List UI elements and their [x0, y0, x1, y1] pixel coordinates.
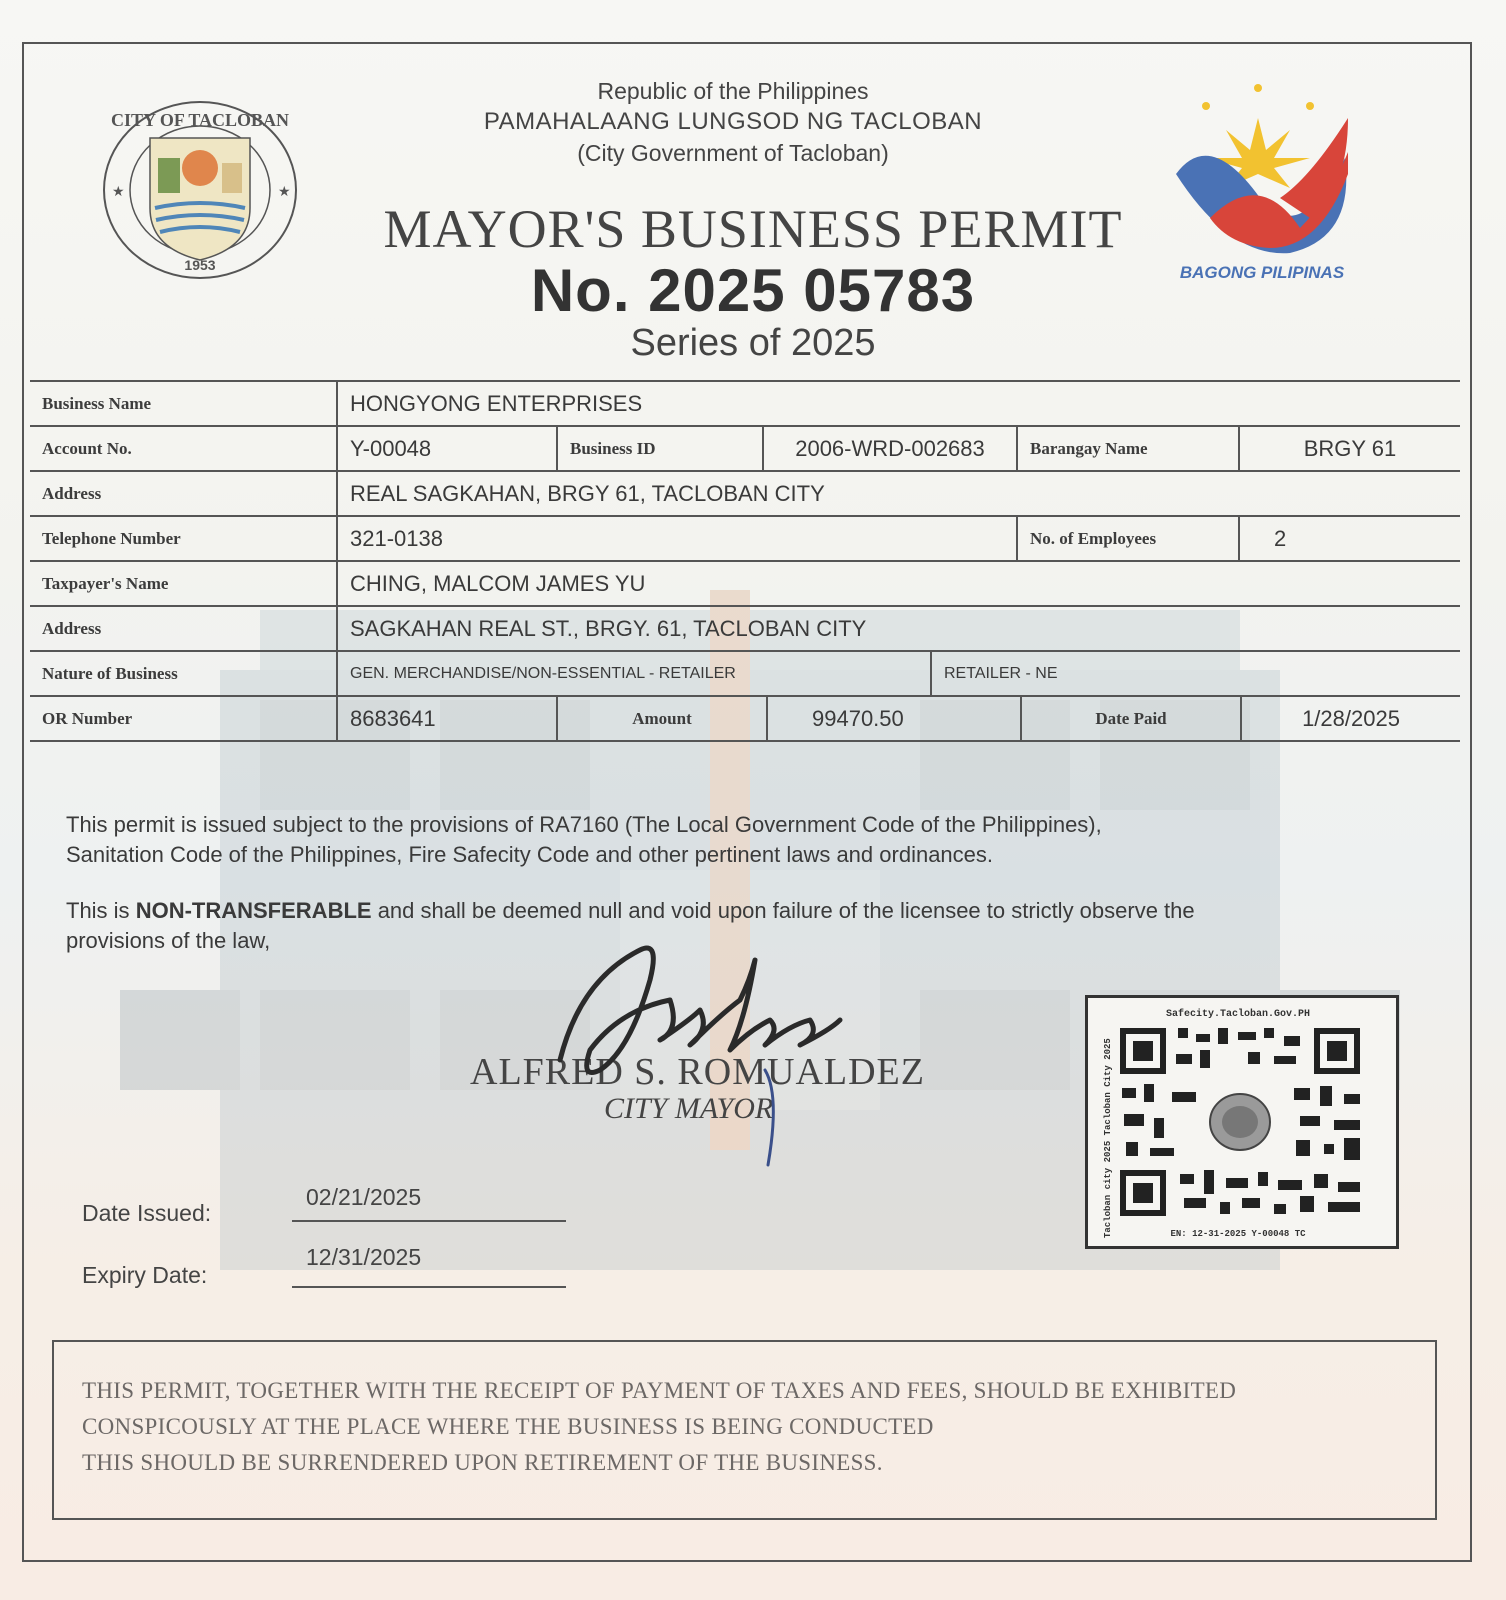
non-transferable-pre: This is [66, 898, 136, 923]
notice-line-1: THIS PERMIT, TOGETHER WITH THE RECEIPT OF PAYMENT OF TAXES AND FEES, SHOULD BE EXHIBITED [82, 1378, 1237, 1403]
barangay-name-value: BRGY 61 [1238, 427, 1460, 470]
amount-label: Amount [556, 697, 766, 740]
date-paid-value: 1/28/2025 [1240, 697, 1460, 740]
nature-value: GEN. MERCHANDISE/NON-ESSENTIAL - RETAILER [336, 652, 930, 695]
business-name-value: HONGYONG ENTERPRISES [336, 382, 1460, 425]
row-business-address [30, 472, 1460, 517]
business-id-value: 2006-WRD-002683 [762, 427, 1016, 470]
non-transferable-line-2: provisions of the law, [66, 928, 271, 953]
provisions-line-2: Sanitation Code of the Philippines, Fire Safecity Code and other pertinent laws and ordinances. [66, 842, 994, 867]
qr-bottom-text: EN: 12-31-2025 Y-00048 TC [1170, 1229, 1306, 1239]
non-transferable-post: and shall be deemed null and void upon failure of the licensee to strictly observe the [371, 898, 1195, 923]
seal-year: 1953 [184, 257, 216, 273]
taxpayer-name-value: CHING, MALCOM JAMES YU [336, 562, 1460, 605]
business-address-label: Address [42, 483, 102, 503]
telephone-value: 321-0138 [336, 517, 1016, 560]
row-nature [30, 652, 1460, 697]
permit-details-table [30, 380, 1460, 742]
account-no-label: Account No. [42, 438, 132, 458]
date-issued-value: 02/21/2025 [306, 1184, 422, 1210]
permit-title: MAYOR'S BUSINESS PERMIT [383, 199, 1123, 259]
signature-icon [540, 920, 860, 1170]
svg-text:★: ★ [112, 183, 125, 199]
employees-label: No. of Employees [1016, 517, 1238, 560]
date-issued-underline [292, 1220, 566, 1222]
permit-number: No. 2025 05783 [530, 257, 976, 324]
bagong-pilipinas-text: BAGONG PILIPINAS [1179, 263, 1345, 282]
signatory-name: ALFRED S. ROMUALDEZ [470, 1051, 925, 1093]
seal-ring-text: CITY OF TACLOBAN [110, 110, 290, 130]
header-government-en: (City Government of Tacloban) [577, 140, 889, 166]
notice-line-2: CONSPICOUSLY AT THE PLACE WHERE THE BUSINESS IS BEING CONDUCTED [82, 1414, 934, 1439]
row-payment [30, 697, 1460, 742]
employees-value: 2 [1238, 517, 1460, 560]
permit-series: Series of 2025 [630, 322, 876, 364]
nature-label: Nature of Business [42, 663, 178, 683]
taxpayer-name-label: Taxpayer's Name [42, 573, 169, 593]
account-no-value: Y-00048 [336, 427, 556, 470]
or-number-value: 8683641 [336, 697, 556, 740]
amount-value: 99470.50 [766, 697, 1020, 740]
qr-side-text: Tacloban city 2025 Tacloban City 2025 [1103, 1038, 1113, 1238]
taxpayer-address-label: Address [42, 618, 102, 638]
barangay-name-label: Barangay Name [1016, 427, 1238, 470]
date-issued-label: Date Issued: [82, 1200, 212, 1226]
qr-code-block [1085, 995, 1399, 1249]
business-name-label: Business Name [42, 393, 152, 413]
row-telephone [30, 517, 1460, 562]
or-number-label: OR Number [42, 708, 133, 728]
notice-box [52, 1340, 1437, 1520]
taxpayer-address-value: SAGKAHAN REAL ST., BRGY. 61, TACLOBAN CITY [336, 607, 1460, 650]
notice-line-3: THIS SHOULD BE SURRENDERED UPON RETIREMENT OF THE BUSINESS. [82, 1450, 883, 1475]
header-government-local: PAMAHALAANG LUNGSOD NG TACLOBAN [483, 108, 983, 135]
signatory-title: CITY MAYOR [604, 1092, 774, 1125]
row-business-name [30, 382, 1460, 427]
header-republic: Republic of the Philippines [597, 78, 869, 104]
svg-text:★: ★ [278, 183, 291, 199]
business-address-value: REAL SAGKAHAN, BRGY 61, TACLOBAN CITY [336, 472, 1460, 515]
business-id-label: Business ID [556, 427, 762, 470]
expiry-date-label: Expiry Date: [82, 1262, 208, 1288]
qr-code-icon [1088, 998, 1396, 1246]
date-paid-label: Date Paid [1020, 697, 1240, 740]
telephone-label: Telephone Number [42, 528, 181, 548]
nature-value-short: RETAILER - NE [930, 652, 1460, 695]
row-taxpayer-address [30, 607, 1460, 652]
non-transferable-bold: NON-TRANSFERABLE [135, 898, 372, 923]
expiry-date-underline [292, 1286, 566, 1288]
provisions-paragraph [66, 810, 1366, 870]
row-taxpayer-name [30, 562, 1460, 607]
provisions-line-1: This permit is issued subject to the provisions of RA7160 (The Local Government Code of the Philippines), [66, 812, 1102, 837]
qr-top-text: Safecity.Tacloban.Gov.PH [1165, 1009, 1311, 1020]
expiry-date-value: 12/31/2025 [306, 1244, 422, 1270]
bagong-pilipinas-logo-icon [1170, 78, 1410, 288]
row-account [30, 427, 1460, 472]
